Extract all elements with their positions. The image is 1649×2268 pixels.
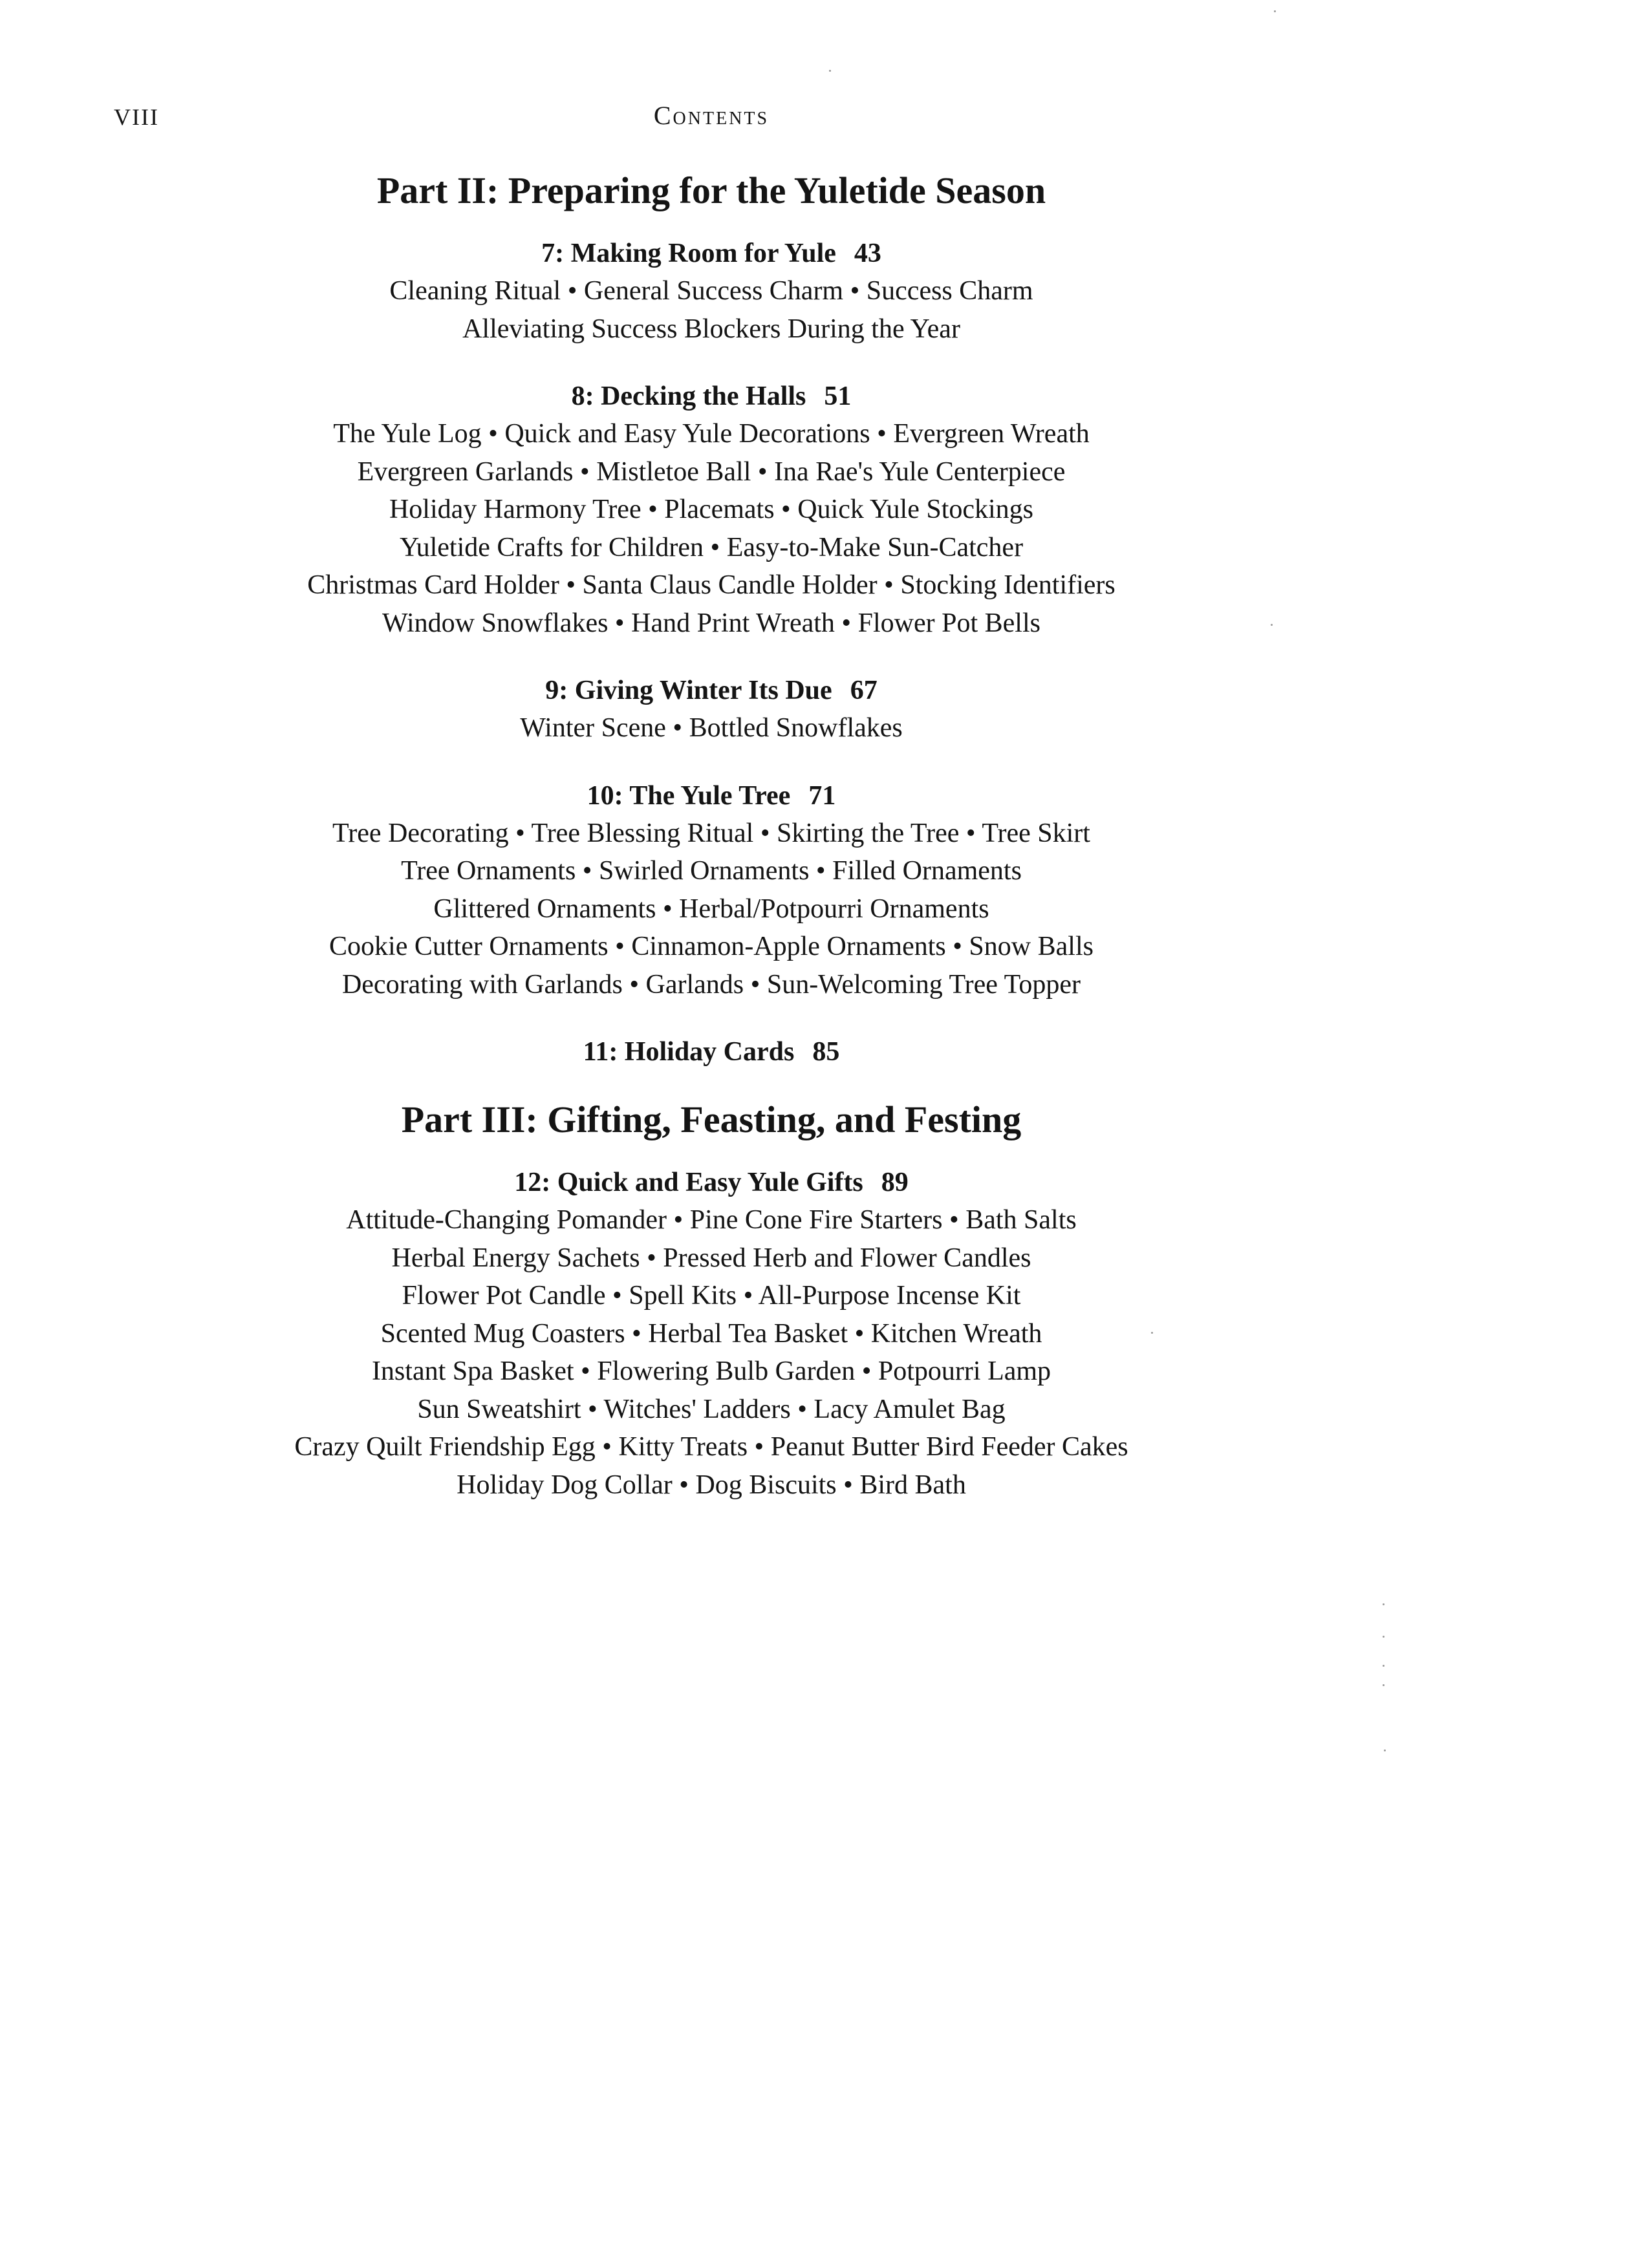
topic-line: Holiday Dog Collar • Dog Biscuits • Bird Bath — [457, 1470, 966, 1500]
scan-speck — [1383, 1603, 1385, 1605]
chapter-page-number: 89 — [881, 1168, 909, 1197]
scan-speck — [1383, 1636, 1385, 1638]
chapter-title: 7: Making Room for Yule — [541, 239, 836, 268]
scan-speck — [1271, 624, 1273, 626]
topic-line: Window Snowflakes • Hand Print Wreath • Flower Pot Bells — [382, 608, 1040, 638]
page-number: VIII — [114, 104, 159, 130]
chapter-title: 9: Giving Winter Its Due — [545, 676, 832, 705]
part-heading: Part II: Preparing for the Yuletide Season — [376, 169, 1046, 211]
chapter-page-number: 43 — [854, 239, 881, 268]
topic-line: Cleaning Ritual • General Success Charm • Success Charm — [389, 276, 1033, 306]
topic-line: Scented Mug Coasters • Herbal Tea Basket • Kitchen Wreath — [380, 1318, 1042, 1349]
chapter-entry — [0, 1164, 1423, 1504]
chapter-heading — [0, 777, 1423, 815]
topic-line: Instant Spa Basket • Flowering Bulb Garden • Potpourri Lamp — [371, 1356, 1051, 1386]
topic-line: Decorating with Garlands • Garlands • Sun-Welcoming Tree Topper — [341, 969, 1081, 1000]
topic-line: Herbal Energy Sachets • Pressed Herb and Flower Candles — [391, 1243, 1031, 1273]
chapter-title: 10: The Yule Tree — [587, 780, 791, 811]
chapter-entry — [0, 777, 1423, 1004]
chapter-title: 8: Decking the Halls — [571, 381, 806, 411]
topic-line: Winter Scene • Bottled Snowflakes — [520, 713, 903, 743]
topic-line: Crazy Quilt Friendship Egg • Kitty Treats • Peanut Butter Bird Feeder Cakes — [294, 1432, 1128, 1462]
part-heading: Part III: Gifting, Feasting, and Festing — [401, 1098, 1022, 1140]
topic-line: Flower Pot Candle • Spell Kits • All-Purpose Incense Kit — [402, 1281, 1021, 1311]
chapter-page-number: 67 — [850, 676, 878, 705]
chapter-title: 12: Quick and Easy Yule Gifts — [514, 1168, 863, 1197]
scan-speck — [1151, 1332, 1153, 1334]
topic-line: Cookie Cutter Ornaments • Cinnamon-Apple Ornaments • Snow Balls — [329, 932, 1094, 961]
topic-line: Tree Ornaments • Swirled Ornaments • Filled Ornaments — [401, 856, 1022, 886]
scan-speck — [1274, 10, 1276, 12]
topic-line: Holiday Harmony Tree • Placemats • Quick Yule Stockings — [389, 495, 1034, 524]
topic-line: Yuletide Crafts for Children • Easy-to-Make Sun-Catcher — [399, 532, 1024, 562]
chapter-entry — [0, 672, 1423, 747]
chapter-title: 11: Holiday Cards — [583, 1037, 795, 1067]
topic-line: Glittered Ornaments • Herbal/Potpourri Ornaments — [433, 893, 989, 924]
scan-speck — [1384, 1749, 1386, 1751]
topic-line: The Yule Log • Quick and Easy Yule Decorations • Evergreen Wreath — [333, 419, 1090, 449]
chapter-entry — [0, 235, 1423, 348]
chapter-heading — [0, 1033, 1423, 1071]
scan-speck — [829, 70, 831, 72]
scan-speck — [1383, 1684, 1385, 1686]
chapter-page-number: 71 — [808, 780, 836, 811]
chapter-page-number: 85 — [812, 1037, 840, 1067]
topic-line: Christmas Card Holder • Santa Claus Candle Holder • Stocking Identifiers — [307, 570, 1116, 600]
chapter-heading — [0, 235, 1423, 272]
topic-line: Tree Decorating • Tree Blessing Ritual • Skirting the Tree • Tree Skirt — [332, 818, 1090, 848]
topic-line: Sun Sweatshirt • Witches' Ladders • Lacy Amulet Bag — [417, 1394, 1006, 1424]
chapter-heading — [0, 672, 1423, 709]
running-head: Contents — [653, 101, 770, 130]
scan-speck — [1383, 1665, 1385, 1667]
chapter-heading — [0, 378, 1423, 415]
chapter-heading — [0, 1164, 1423, 1201]
topic-line: Alleviating Success Blockers During the Year — [462, 314, 960, 344]
table-of-contents — [0, 165, 1423, 1504]
chapter-page-number: 51 — [824, 381, 852, 411]
topic-line: Attitude-Changing Pomander • Pine Cone Fire Starters • Bath Salts — [346, 1205, 1077, 1235]
chapter-entry — [0, 378, 1423, 642]
topic-line: Evergreen Garlands • Mistletoe Ball • Ina Rae's Yule Centerpiece — [357, 456, 1066, 487]
chapter-entry — [0, 1033, 1423, 1071]
